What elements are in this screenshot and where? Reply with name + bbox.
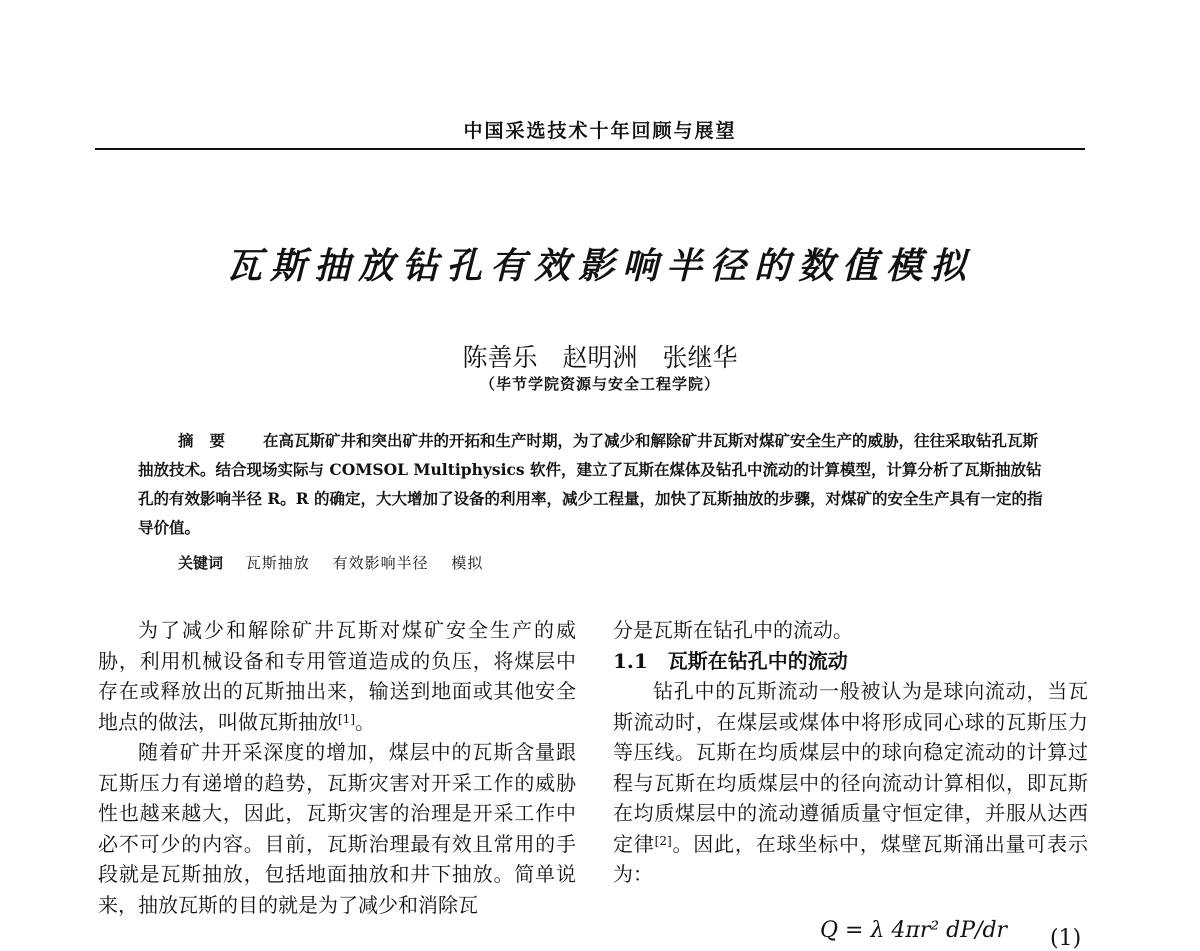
paper-title: 瓦斯抽放钻孔有效影响半径的数值模拟 <box>225 245 974 287</box>
equation: Q = λ 4πr² dP/dr <box>820 918 1008 943</box>
left-paragraph-1: 为了减少和解除矿井瓦斯对煤矿安全生产的威胁，利用机械设备和专用管道造成的负压，将煤层中存在或释放出的瓦斯抽出来，输送到地面或其他安全地点的做法，叫做瓦斯抽放[1]。 <box>98 618 576 734</box>
keyword: 瓦斯抽放 <box>245 554 310 572</box>
right-paragraph-1: 钻孔中的瓦斯流动一般被认为是球向流动，当瓦斯流动时，在煤层或煤体中将形成同心球的瓦斯压力等压线。瓦斯在均质煤层中的球向稳定流动的计算过程与瓦斯在均质煤层中的径向流动计算相似，即瓦斯在均质煤层中的流动遵循质量守恒定律，并服从达西定律[2]。因此，在球坐标中，煤壁瓦斯涌出量可表示为： <box>613 679 1089 886</box>
citation-1: [1] <box>338 711 355 726</box>
section-number: 1.1 <box>613 648 648 673</box>
header-rule <box>95 148 1085 150</box>
right-continuation: 分是瓦斯在钻孔中的流动。 <box>613 618 853 642</box>
section-heading <box>613 646 1088 677</box>
running-head: 中国采选技术十年回顾与展望 <box>463 120 737 142</box>
authors: 陈善乐 赵明洲 张继华 <box>462 343 738 372</box>
keyword: 有效影响半径 <box>332 554 429 572</box>
keywords-label: 关键词 <box>178 554 224 572</box>
abstract-label: 摘要 <box>178 431 242 450</box>
left-paragraph-2: 随着矿井开采深度的增加，煤层中的瓦斯含量跟瓦斯压力有递增的趋势，瓦斯灾害对开采工作的威胁性也越来越大，因此，瓦斯灾害的治理是开采工作中必不可少的内容。目前，瓦斯治理最有效且常用的手段就是瓦斯抽放，包括地面抽放和井下抽放。简单说来，抽放瓦斯的目的就是为了减少和消除瓦 <box>98 740 576 917</box>
abstract <box>138 426 1048 542</box>
citation-2: [2] <box>654 833 672 848</box>
keywords <box>178 552 501 573</box>
section-title: 瓦斯在钻孔中的流动 <box>667 648 848 673</box>
equation-number: (1) <box>1050 926 1082 951</box>
right-column <box>613 615 1088 890</box>
affiliation: （毕节学院资源与安全工程学院） <box>479 375 720 393</box>
left-column <box>98 615 576 920</box>
abstract-text: 在高瓦斯矿井和突出矿井的开拓和生产时期，为了减少和解除矿井瓦斯对煤矿安全生产的威胁，往往采取钻孔瓦斯抽放技术。结合现场实际与 COMSOL Multiphysics 软件，建立了瓦斯在煤体及钻孔中流动的计算模型，计算分析了瓦斯抽放钻孔的有效影响半径 R。R 的确定，大大增加了设备的利用率，减少工程量，加快了瓦斯抽放的步骤，对煤矿的安全生产具有一定的指导价值。 <box>138 431 1043 537</box>
keyword: 模拟 <box>451 554 484 572</box>
